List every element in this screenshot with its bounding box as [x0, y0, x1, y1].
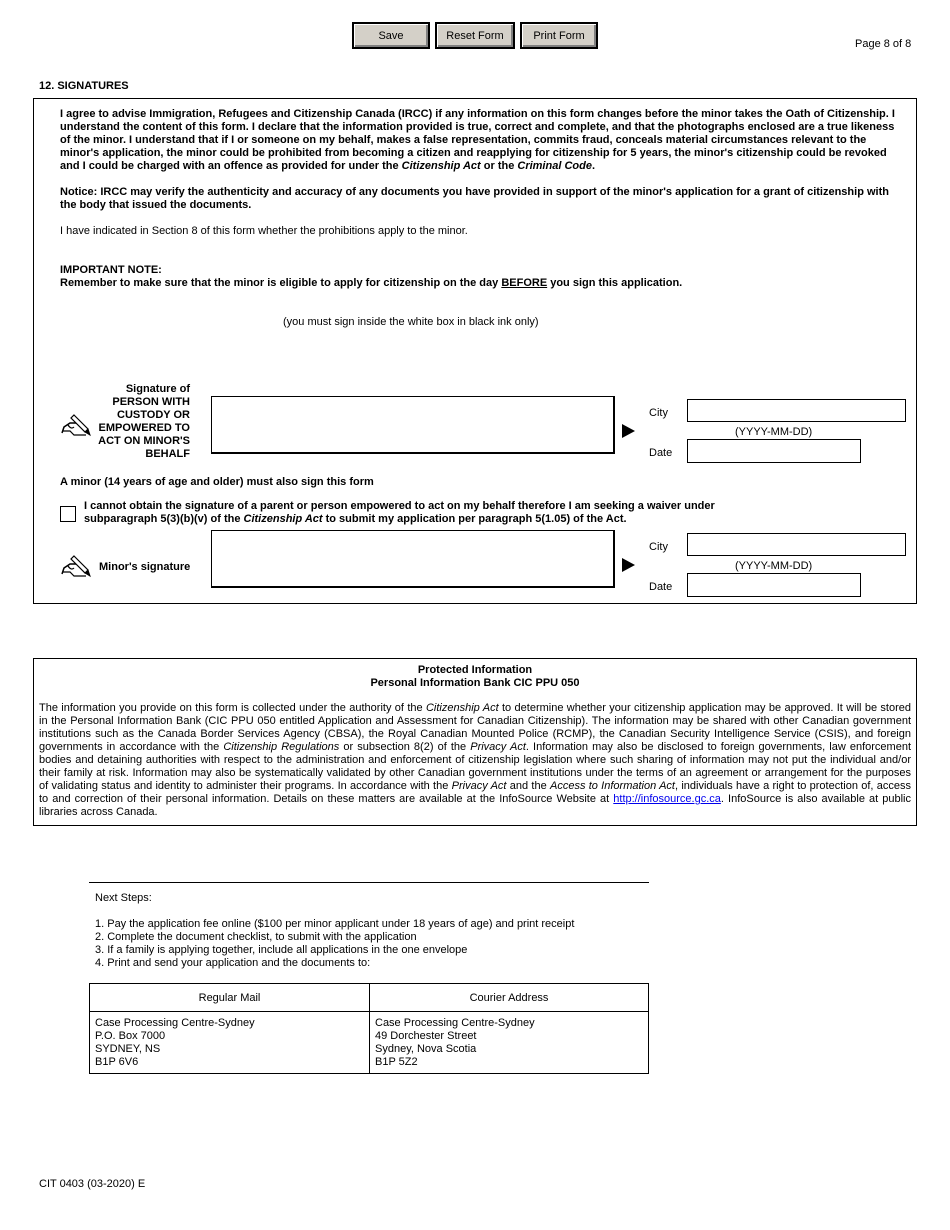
regular-mail-address: Case Processing Centre-Sydney P.O. Box 7000 SYDNEY, NS B1P 6V6 [95, 1017, 255, 1068]
guardian-city-input[interactable] [687, 399, 906, 422]
list-item: 1. Pay the application fee online ($100 per minor applicant under 18 years of age) and print receipt [95, 918, 575, 930]
minor-date-format: (YYYY-MM-DD) [735, 560, 813, 572]
arrow-right-icon [622, 558, 635, 572]
guardian-city-label: City [649, 407, 668, 419]
list-item: 2. Complete the document checklist, to submit with the application [95, 931, 417, 943]
regular-mail-header: Regular Mail [198, 992, 261, 1004]
courier-address-cell [369, 1011, 649, 1074]
next-steps-list [95, 918, 574, 970]
guardian-date-label: Date [649, 447, 673, 459]
arrow-right-icon [622, 424, 635, 438]
courier-address: Case Processing Centre-Sydney 49 Dorchester Street Sydney, Nova Scotia B1P 5Z2 [375, 1017, 535, 1068]
infosource-link[interactable]: http://infosource.gc.ca [613, 793, 721, 805]
guardian-signature-box[interactable] [211, 396, 615, 454]
list-item: 4. Print and send your application and the documents to: [95, 957, 371, 969]
list-item: 3. If a family is applying together, include all applications in the one envelope [95, 944, 468, 956]
important-note-text: Remember to make sure that the minor is eligible to apply for citizenship on the day BEFORE you sign this application. [60, 277, 683, 289]
regular-mail-header-cell [89, 983, 370, 1012]
next-steps-heading: Next Steps: [95, 892, 152, 904]
waiver-text: I cannot obtain the signature of a parent or person empowered to act on my behalf therefore I am seeking a waiver under subparagraph 5(3)(b)(v) of the Citizenship Act to submit my application per paragraph 5(1.05) of the Act. [84, 500, 715, 525]
minor-notice: A minor (14 years of age and older) must also sign this form [60, 476, 374, 488]
minor-signature-box[interactable] [211, 530, 615, 588]
minor-date-input[interactable] [687, 573, 861, 597]
protected-title: Protected Information [417, 664, 533, 676]
signatures-section [33, 98, 917, 604]
pen-writing-icon [60, 411, 92, 437]
minor-signature-label: Minor's signature [99, 561, 191, 573]
save-button[interactable]: Save [352, 22, 430, 49]
next-steps-divider [89, 882, 649, 883]
minor-date-label: Date [649, 581, 673, 593]
minor-city-label: City [649, 541, 668, 553]
section-title: 12. SIGNATURES [39, 80, 129, 92]
notice-paragraph: Notice: IRCC may verify the authenticity and accuracy of any documents you have provided in support of the minor's application for a grant of citizenship with the body that issued the documents. [60, 186, 889, 211]
pen-writing-icon [60, 552, 92, 578]
courier-address-header-cell [369, 983, 649, 1012]
print-form-button[interactable]: Print Form [520, 22, 598, 49]
courier-address-header: Courier Address [469, 992, 549, 1004]
minor-city-input[interactable] [687, 533, 906, 556]
declaration-paragraph: I agree to advise Immigration, Refugees and Citizenship Canada (IRCC) if any information on this form changes before the minor takes the Oath of Citizenship. I understand the content of this form. I declare that the information provided is true, correct and complete, and that the photographs enclosed are a true likeness of the minor. I understand that if I or someone on my behalf, makes a false representation, commits fraud, conceals material circumstances relevant to the minor's application, the minor could be prohibited from becoming a citizen and reapplying for citizenship for 5 years, the minor's citizenship could be revoked and I could be charged with an offence as provided for under the Citizenship Act or the Criminal Code. [60, 108, 895, 172]
important-note-heading: IMPORTANT NOTE: [60, 264, 162, 276]
guardian-date-format: (YYYY-MM-DD) [735, 426, 813, 438]
page-indicator: Page 8 of 8 [855, 38, 912, 50]
guardian-date-input[interactable] [687, 439, 861, 463]
form-code: CIT 0403 (03-2020) E [39, 1178, 146, 1190]
reset-form-button[interactable]: Reset Form [435, 22, 515, 49]
guardian-signature-label: Signature of PERSON WITH CUSTODY OR EMPOWERED TO ACT ON MINOR'S BEHALF [98, 383, 190, 460]
protected-text: The information you provide on this form is collected under the authority of the Citizenship Act to determine whether your citizenship application may be approved. It will be stored in the Personal Information Bank (CIC PPU 050 entitled Application and Assessment for Canadian Citizenship). The information may be shared with other Canadian government institutions such as the Canada Border Services Agency (CBSA), the Royal Canadian Mounted Police (RCMP), the Canadian Security Intelligence Service (CSIS), and foreign governments in accordance with the Citizenship Regulations or subsection 8(2) of the Privacy Act. Information may also be disclosed to foreign governments, law enforcement bodies and detaining authorities with respect to the administration and enforcement of citizenship legislation where such sharing of information may not put the individual and/or their family at risk. Information may also be systematically validated by other Canadian government institutions under the terms of an agreement or arrangement for the purposes of validating status and identity to administer their programs. In accordance with the Privacy Act and the Access to Information Act, individuals have a right to protection of, access to and correction of their personal information. Details on these matters are available at the InfoSource Website at http://infosource.gc.ca. InfoSource is also available at public libraries across Canada. [39, 702, 911, 818]
regular-mail-cell [89, 1011, 370, 1074]
prohibitions-text: I have indicated in Section 8 of this form whether the prohibitions apply to the minor. [60, 225, 468, 237]
waiver-checkbox[interactable] [60, 506, 76, 522]
sign-instruction: (you must sign inside the white box in black ink only) [283, 316, 539, 328]
protected-subtitle: Personal Information Bank CIC PPU 050 [370, 677, 580, 689]
